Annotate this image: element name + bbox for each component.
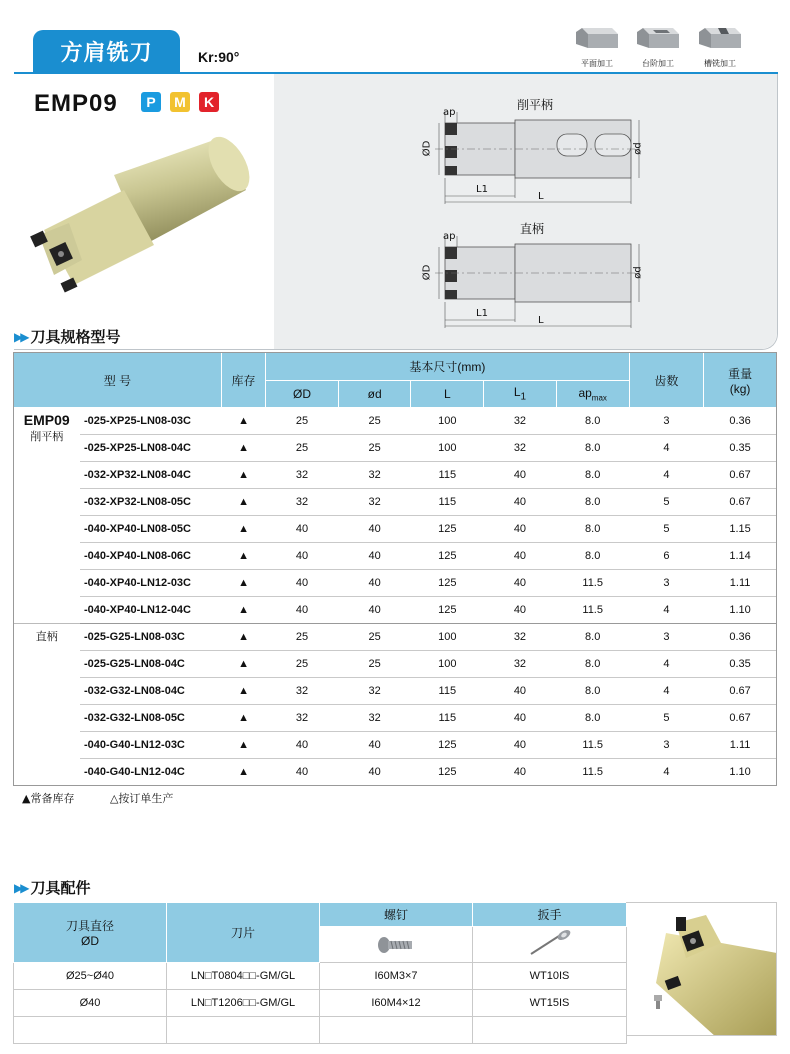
cell-ap: 8.0	[556, 543, 629, 570]
acc-cell-dia: Ø25~Ø40	[14, 963, 167, 990]
cell-L1: 40	[484, 678, 557, 705]
acc-cell-dia	[14, 1017, 167, 1044]
weldon-shank-drawing	[417, 108, 657, 208]
cell-weight: 1.15	[704, 516, 777, 543]
model-code: -025-G25-LN08-04C	[80, 651, 221, 678]
series-cell	[14, 408, 81, 624]
cell-ap: 8.0	[556, 489, 629, 516]
cell-d: 25	[338, 435, 411, 462]
cell-L1: 32	[484, 624, 557, 651]
cell-teeth: 4	[629, 651, 704, 678]
cell-stock: ▲	[221, 597, 265, 624]
model-code: -032-XP32-LN08-04C	[80, 462, 221, 489]
cell-teeth: 6	[629, 543, 704, 570]
cell-ap: 8.0	[556, 678, 629, 705]
cell-d: 25	[338, 624, 411, 651]
cell-weight: 1.10	[704, 597, 777, 624]
table-row	[14, 489, 777, 516]
cell-L1: 40	[484, 489, 557, 516]
accessories-table	[13, 902, 627, 1044]
cell-weight: 0.67	[704, 462, 777, 489]
cell-stock: ▲	[221, 678, 265, 705]
screw-image-cell	[320, 927, 473, 963]
cell-D: 40	[266, 570, 339, 597]
cell-weight: 1.10	[704, 759, 777, 786]
cell-teeth: 4	[629, 462, 704, 489]
cell-d: 40	[338, 732, 411, 759]
cell-stock: ▲	[221, 516, 265, 543]
cell-D: 32	[266, 462, 339, 489]
cell-weight: 1.14	[704, 543, 777, 570]
cell-d: 32	[338, 462, 411, 489]
col-L: L	[411, 381, 484, 408]
weldon-d-label: ød	[632, 142, 644, 155]
cell-D: 32	[266, 489, 339, 516]
weldon-drawing-title: 削平柄	[517, 98, 554, 112]
col-ap: $ap_{max}$	[556, 381, 629, 408]
table-row	[14, 543, 777, 570]
cell-teeth: 4	[629, 678, 704, 705]
cutter-assembly-illustration	[626, 903, 777, 1036]
acc-cell-dia: Ø40	[14, 990, 167, 1017]
straight-L-label: L	[538, 315, 544, 326]
cell-teeth: 5	[629, 516, 704, 543]
cell-L1: 40	[484, 516, 557, 543]
grade-m-badge: M	[170, 92, 190, 112]
accessories-heading: ▶▶ 刀具配件	[14, 879, 91, 897]
col-L1: $L_1$	[484, 381, 557, 408]
cell-D: 40	[266, 597, 339, 624]
cutter-photo	[24, 135, 264, 305]
cell-d: 40	[338, 759, 411, 786]
series-name: EMP09	[23, 412, 70, 428]
cell-weight: 0.67	[704, 705, 777, 732]
acc-col-insert: 刀片	[167, 903, 320, 963]
acc-col-dia: 刀具直径 ØD	[14, 903, 167, 963]
cell-D: 25	[266, 435, 339, 462]
table-row	[14, 759, 777, 786]
stock-legend	[22, 790, 205, 806]
legend-in-stock: ▲常备库存	[22, 792, 75, 805]
cell-D: 32	[266, 678, 339, 705]
model-code: -040-G40-LN12-04C	[80, 759, 221, 786]
cell-stock: ▲	[221, 759, 265, 786]
cell-D: 32	[266, 705, 339, 732]
screw-icon	[376, 931, 416, 955]
table-row	[14, 597, 777, 624]
straight-drawing-title: 直柄	[520, 222, 545, 236]
cell-L: 125	[411, 543, 484, 570]
cell-d: 25	[338, 408, 411, 435]
cell-L: 115	[411, 462, 484, 489]
straight-L1-label: L1	[476, 308, 488, 319]
model-code: -032-G32-LN08-04C	[80, 678, 221, 705]
table-row	[14, 1017, 627, 1044]
table-row	[14, 570, 777, 597]
table-row	[14, 705, 777, 732]
model-code: -025-XP25-LN08-04C	[80, 435, 221, 462]
cell-d: 40	[338, 516, 411, 543]
cell-teeth: 3	[629, 570, 704, 597]
machining-shoulder: 台阶加工	[628, 24, 688, 69]
cell-teeth: 3	[629, 732, 704, 759]
machining-slot: 槽铣加工	[690, 24, 750, 69]
acc-col-screw: 螺钉	[320, 903, 473, 927]
cell-teeth: 4	[629, 759, 704, 786]
acc-cell-wrench: WT15IS	[473, 990, 627, 1017]
chevron-right-icon: ▶▶	[14, 329, 27, 344]
cell-stock: ▲	[221, 489, 265, 516]
model-code: -040-XP40-LN12-03C	[80, 570, 221, 597]
cell-D: 25	[266, 651, 339, 678]
cell-L: 115	[411, 678, 484, 705]
model-code: -040-XP40-LN08-05C	[80, 516, 221, 543]
cell-L: 125	[411, 516, 484, 543]
kr-angle: Kr:90°	[198, 49, 240, 65]
cell-ap: 8.0	[556, 516, 629, 543]
straight-ap-label: ap	[443, 231, 456, 242]
cell-d: 40	[338, 570, 411, 597]
cell-L1: 32	[484, 435, 557, 462]
cell-L: 125	[411, 732, 484, 759]
weldon-L-label: L	[538, 191, 544, 202]
cell-L: 115	[411, 705, 484, 732]
cell-L: 100	[411, 408, 484, 435]
wrench-image-cell	[473, 927, 627, 963]
acc-cell-insert: LN□T0804□□-GM/GL	[167, 963, 320, 990]
table-row	[14, 408, 777, 435]
cell-weight: 0.67	[704, 489, 777, 516]
cell-d: 32	[338, 489, 411, 516]
cell-stock: ▲	[221, 732, 265, 759]
table-row	[14, 990, 627, 1017]
cell-ap: 11.5	[556, 597, 629, 624]
table-row	[14, 624, 777, 651]
cell-stock: ▲	[221, 408, 265, 435]
cell-d: 40	[338, 597, 411, 624]
acc-col-wrench: 扳手	[473, 903, 627, 927]
model-code: -032-XP32-LN08-05C	[80, 489, 221, 516]
cell-D: 40	[266, 543, 339, 570]
straight-shank-drawing	[417, 232, 657, 332]
cell-L1: 40	[484, 759, 557, 786]
grade-k-badge: K	[199, 92, 219, 112]
cell-d: 32	[338, 705, 411, 732]
acc-cell-insert	[167, 1017, 320, 1044]
cell-d: 25	[338, 651, 411, 678]
cell-ap: 8.0	[556, 624, 629, 651]
weldon-D-label: ØD	[421, 140, 433, 157]
table-row	[14, 462, 777, 489]
cell-teeth: 4	[629, 597, 704, 624]
series-shank-type: 直柄	[35, 631, 58, 643]
cell-D: 40	[266, 516, 339, 543]
assembly-photo	[626, 902, 777, 1036]
face-milling-icon	[576, 24, 618, 50]
cell-ap: 8.0	[556, 435, 629, 462]
cell-L1: 32	[484, 408, 557, 435]
cell-weight: 1.11	[704, 570, 777, 597]
col-dims: 基本尺寸(mm)	[266, 353, 630, 381]
cell-D: 40	[266, 759, 339, 786]
cell-stock: ▲	[221, 570, 265, 597]
model-code: -040-XP40-LN12-04C	[80, 597, 221, 624]
straight-d-label: ød	[632, 266, 644, 279]
table-row	[14, 651, 777, 678]
model-code: -040-G40-LN12-03C	[80, 732, 221, 759]
cell-L: 125	[411, 759, 484, 786]
cell-D: 25	[266, 408, 339, 435]
cell-L: 100	[411, 651, 484, 678]
cell-weight: 0.35	[704, 435, 777, 462]
table-row	[14, 963, 627, 990]
table-row	[14, 435, 777, 462]
model-code: -032-G32-LN08-05C	[80, 705, 221, 732]
table-row	[14, 678, 777, 705]
cell-ap: 11.5	[556, 759, 629, 786]
slot-milling-icon	[699, 24, 741, 50]
weldon-ap-label: ap	[443, 107, 456, 118]
cell-L: 125	[411, 597, 484, 624]
weldon-L1-label: L1	[476, 184, 488, 195]
product-name: EMP09	[34, 90, 118, 117]
cell-stock: ▲	[221, 624, 265, 651]
cell-D: 25	[266, 624, 339, 651]
cell-weight: 0.36	[704, 408, 777, 435]
shoulder-milling-icon	[637, 24, 679, 50]
table-row	[14, 516, 777, 543]
cell-teeth: 3	[629, 624, 704, 651]
cell-ap: 8.0	[556, 705, 629, 732]
chevron-right-icon: ▶▶	[14, 880, 27, 895]
cell-ap: 8.0	[556, 408, 629, 435]
model-code: -025-XP25-LN08-03C	[80, 408, 221, 435]
machining-face: 平面加工	[567, 24, 627, 69]
cell-teeth: 5	[629, 705, 704, 732]
col-teeth: 齿数	[629, 353, 704, 408]
spec-heading: ▶▶ 刀具规格型号	[14, 328, 121, 346]
acc-cell-wrench: WT10IS	[473, 963, 627, 990]
cell-L1: 40	[484, 543, 557, 570]
cell-L1: 32	[484, 651, 557, 678]
cell-weight: 1.11	[704, 732, 777, 759]
acc-cell-wrench	[473, 1017, 627, 1044]
cell-weight: 0.67	[704, 678, 777, 705]
cell-teeth: 4	[629, 435, 704, 462]
cell-L1: 40	[484, 462, 557, 489]
straight-D-label: ØD	[421, 264, 433, 281]
series-shank-type: 削平柄	[30, 431, 64, 443]
cell-L: 100	[411, 624, 484, 651]
cell-ap: 11.5	[556, 570, 629, 597]
cell-L1: 40	[484, 732, 557, 759]
page-title: 方肩铣刀	[33, 30, 180, 72]
cell-ap: 11.5	[556, 732, 629, 759]
acc-cell-screw	[320, 1017, 473, 1044]
wrench-icon	[525, 928, 575, 958]
spec-table	[13, 352, 777, 786]
model-code: -040-XP40-LN08-06C	[80, 543, 221, 570]
cell-L1: 40	[484, 570, 557, 597]
acc-cell-screw: I60M3×7	[320, 963, 473, 990]
cell-weight: 0.35	[704, 651, 777, 678]
cell-L: 115	[411, 489, 484, 516]
acc-cell-screw: I60M4×12	[320, 990, 473, 1017]
cell-stock: ▲	[221, 705, 265, 732]
cell-L1: 40	[484, 705, 557, 732]
cell-L: 125	[411, 570, 484, 597]
grade-p-badge: P	[141, 92, 161, 112]
series-cell	[14, 624, 81, 786]
acc-cell-insert: LN□T1206□□-GM/GL	[167, 990, 320, 1017]
col-D: ØD	[266, 381, 339, 408]
cell-d: 32	[338, 678, 411, 705]
legend-made-to-order: △按订单生产	[109, 792, 174, 805]
model-code: -025-G25-LN08-03C	[80, 624, 221, 651]
cell-ap: 8.0	[556, 651, 629, 678]
cell-stock: ▲	[221, 462, 265, 489]
cell-teeth: 5	[629, 489, 704, 516]
cell-stock: ▲	[221, 435, 265, 462]
cell-weight: 0.36	[704, 624, 777, 651]
cell-ap: 8.0	[556, 462, 629, 489]
cell-stock: ▲	[221, 543, 265, 570]
cell-d: 40	[338, 543, 411, 570]
col-weight: 重量 (kg)	[704, 353, 777, 408]
cell-teeth: 3	[629, 408, 704, 435]
cell-L1: 40	[484, 597, 557, 624]
table-row	[14, 732, 777, 759]
cell-stock: ▲	[221, 651, 265, 678]
col-stock: 库存	[221, 353, 265, 408]
cell-D: 40	[266, 732, 339, 759]
col-d: ød	[338, 381, 411, 408]
cell-L: 100	[411, 435, 484, 462]
col-model: 型 号	[14, 353, 222, 408]
